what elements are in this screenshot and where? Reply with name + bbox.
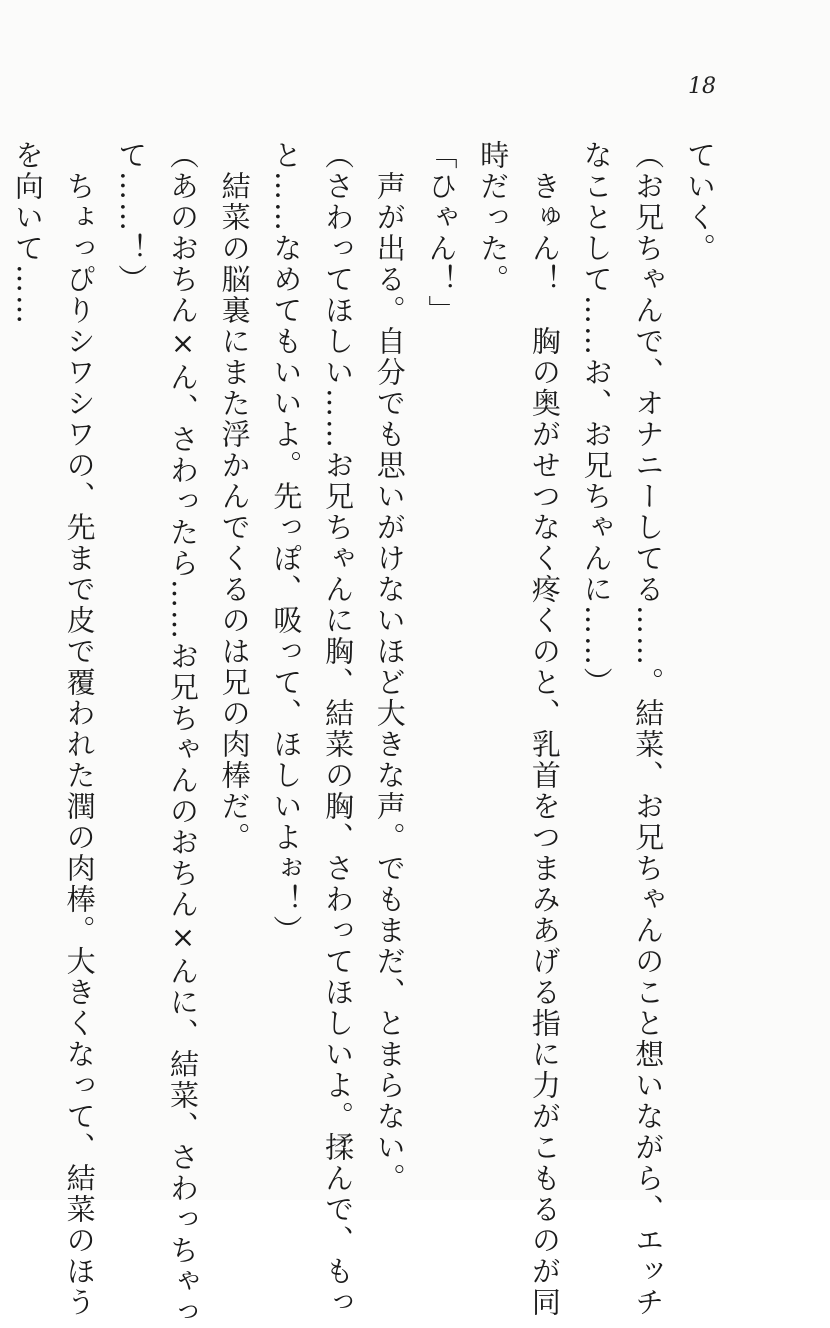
- text-line: 「ひゃん！」: [424, 140, 459, 326]
- page-number: 18: [688, 74, 716, 99]
- text-line: ていく。: [683, 140, 717, 264]
- text-line: 声が出る。自分でも思いがけないほど大きな声。でもまだ、とまらない。: [372, 140, 407, 1194]
- text-line: 時だった。: [476, 140, 511, 295]
- text-line: を向いて……: [10, 140, 45, 326]
- text-line: （さわってほしい……お兄ちゃんに胸、結菜の胸、さわってほしいよ。揉んで、もっ: [321, 140, 356, 1318]
- text-line: なことして……お、お兄ちゃんに……）: [579, 140, 614, 698]
- text-line: 結菜の脳裏にまた浮かんでくるのは兄の肉棒だ。: [217, 140, 252, 853]
- text-line: と……なめてもいいよ。先っぽ、吸って、ほしいよぉ！）: [269, 140, 304, 946]
- text-line: [0, 140, 1, 1100]
- text-line: （あのおちん×ん、さわったら……お兄ちゃんのおちん×んに、結菜、さわっちゃっ: [165, 140, 200, 1328]
- text-line: （お兄ちゃんで、オナニーしてる……。結菜、お兄ちゃんのこと想いながら、エッチ: [631, 140, 666, 1318]
- text-line: ちょっぴりシワシワの、先まで皮で覆われた潤の肉棒。大きくなって、結菜のほう: [62, 140, 97, 1318]
- text-line: きゅん！ 胸の奥がせつなく疼くのと、乳首をつまみあげる指に力がこもるのが同: [527, 140, 562, 1318]
- vertical-text-body: [10, 140, 725, 1328]
- text-line: て……！）: [114, 140, 149, 295]
